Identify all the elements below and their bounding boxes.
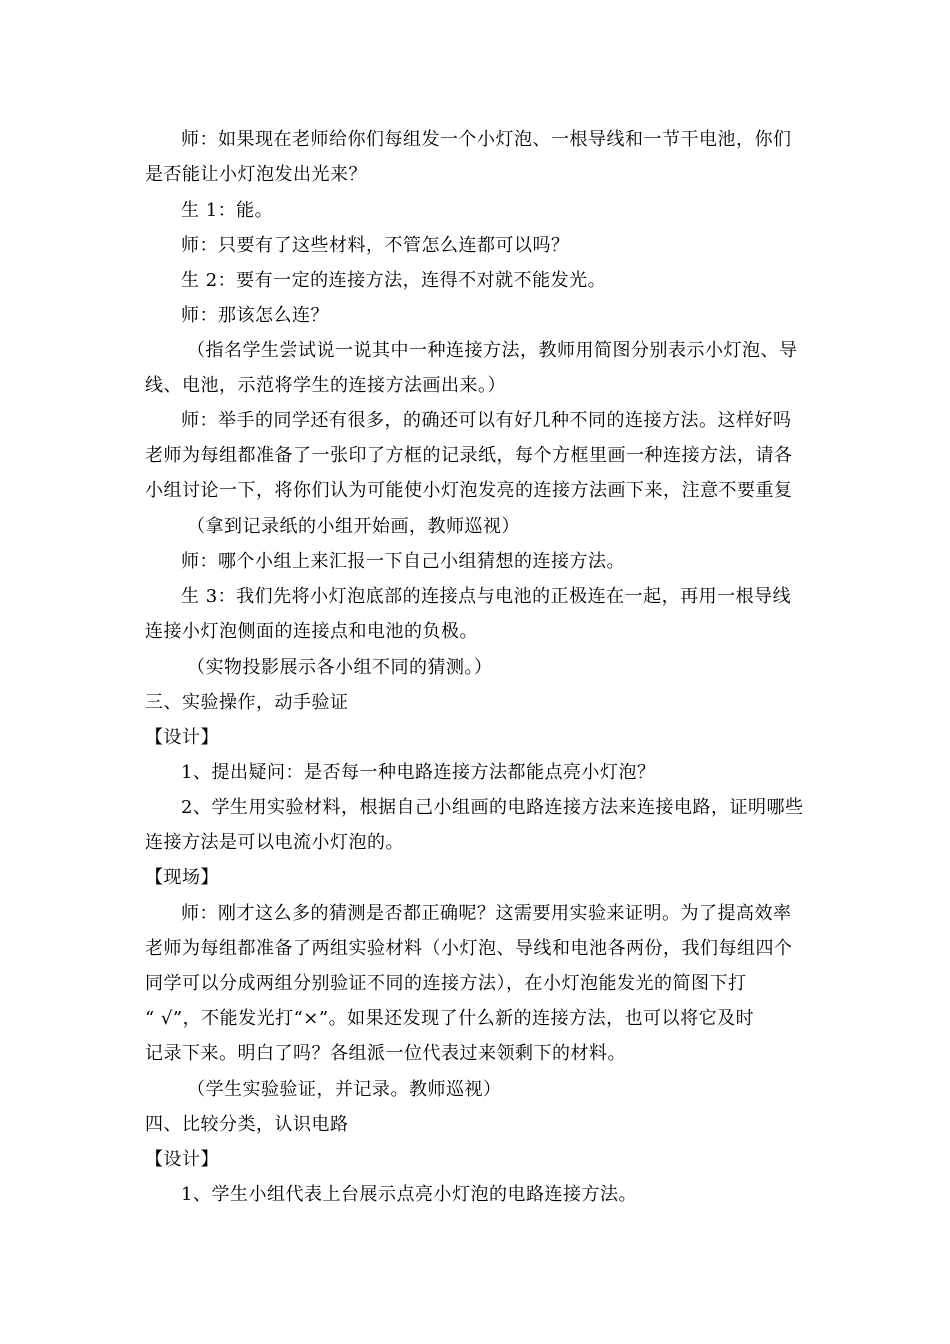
- paragraph-line: （学生实验验证，并记录。教师巡视）: [187, 1079, 502, 1100]
- paragraph-line: 师：刚才这么多的猜测是否都正确呢？这需要用实验来证明。为了提高效率: [181, 903, 792, 924]
- paragraph-line: 老师为每组都准备了一张印了方框的记录纸，每个方框里画一种连接方法，请各: [145, 445, 793, 466]
- paragraph-line: 师：如果现在老师给你们每组发一个小灯泡、一根导线和一节干电池，你们: [181, 129, 792, 150]
- paragraph-line: （实物投影展示各小组不同的猜测。）: [187, 657, 493, 678]
- paragraph-line: 生 1：能。: [181, 200, 274, 221]
- paragraph-line: 生 3：我们先将小灯泡底部的连接点与电池的正极连在一起，再用一根导线: [181, 586, 792, 607]
- paragraph-line: 1、学生小组代表上台展示点亮小灯泡的电路连接方法。: [181, 1184, 637, 1205]
- paragraph-line: “ √”，不能发光打“×”。如果还发现了什么新的连接方法，也可以将它及时: [145, 1008, 755, 1029]
- section-heading: 三、实验操作，动手验证: [145, 692, 349, 713]
- paragraph-line: 生 2：要有一定的连接方法，连得不对就不能发光。: [181, 270, 607, 291]
- paragraph-line: 老师为每组都准备了两组实验材料（小灯泡、导线和电池各两份，我们每组四个: [145, 938, 793, 959]
- paragraph-line: （指名学生尝试说一说其中一种连接方法，教师用简图分别表示小灯泡、导: [187, 340, 798, 361]
- paragraph-line: 师：只要有了这些材料，不管怎么连都可以吗？: [181, 235, 570, 256]
- paragraph-line: 连接小灯泡侧面的连接点和电池的负极。: [145, 621, 478, 642]
- paragraph-line: 是否能让小灯泡发出光来？: [145, 164, 367, 185]
- paragraph-line: 连接方法是可以电流小灯泡的。: [145, 832, 404, 853]
- paragraph-line: （拿到记录纸的小组开始画，教师巡视）: [187, 516, 520, 537]
- paragraph-line: 记录下来。明白了吗？各组派一位代表过来领剩下的材料。: [145, 1043, 626, 1064]
- paragraph-line: 2、学生用实验材料，根据自己小组画的电路连接方法来连接电路，证明哪些: [181, 797, 804, 818]
- paragraph-line: 师：哪个小组上来汇报一下自己小组猜想的连接方法。: [181, 551, 625, 572]
- subsection-label: 【设计】: [145, 727, 219, 748]
- paragraph-line: 1、提出疑问：是否每一种电路连接方法都能点亮小灯泡？: [181, 762, 656, 783]
- paragraph-line: 小组讨论一下，将你们认为可能使小灯泡发亮的连接方法画下来，注意不要重复: [145, 480, 793, 501]
- subsection-label: 【设计】: [145, 1149, 219, 1170]
- paragraph-line: 师：举手的同学还有很多，的确还可以有好几种不同的连接方法。这样好吗: [181, 410, 792, 431]
- paragraph-line: 线、电池，示范将学生的连接方法画出来。）: [145, 375, 506, 396]
- section-heading: 四、比较分类，认识电路: [145, 1114, 349, 1135]
- subsection-label: 【现场】: [145, 867, 219, 888]
- paragraph-line: 师：那该怎么连？: [181, 305, 329, 326]
- paragraph-line: 同学可以分成两组分别验证不同的连接方法），在小灯泡能发光的简图下打: [145, 973, 747, 994]
